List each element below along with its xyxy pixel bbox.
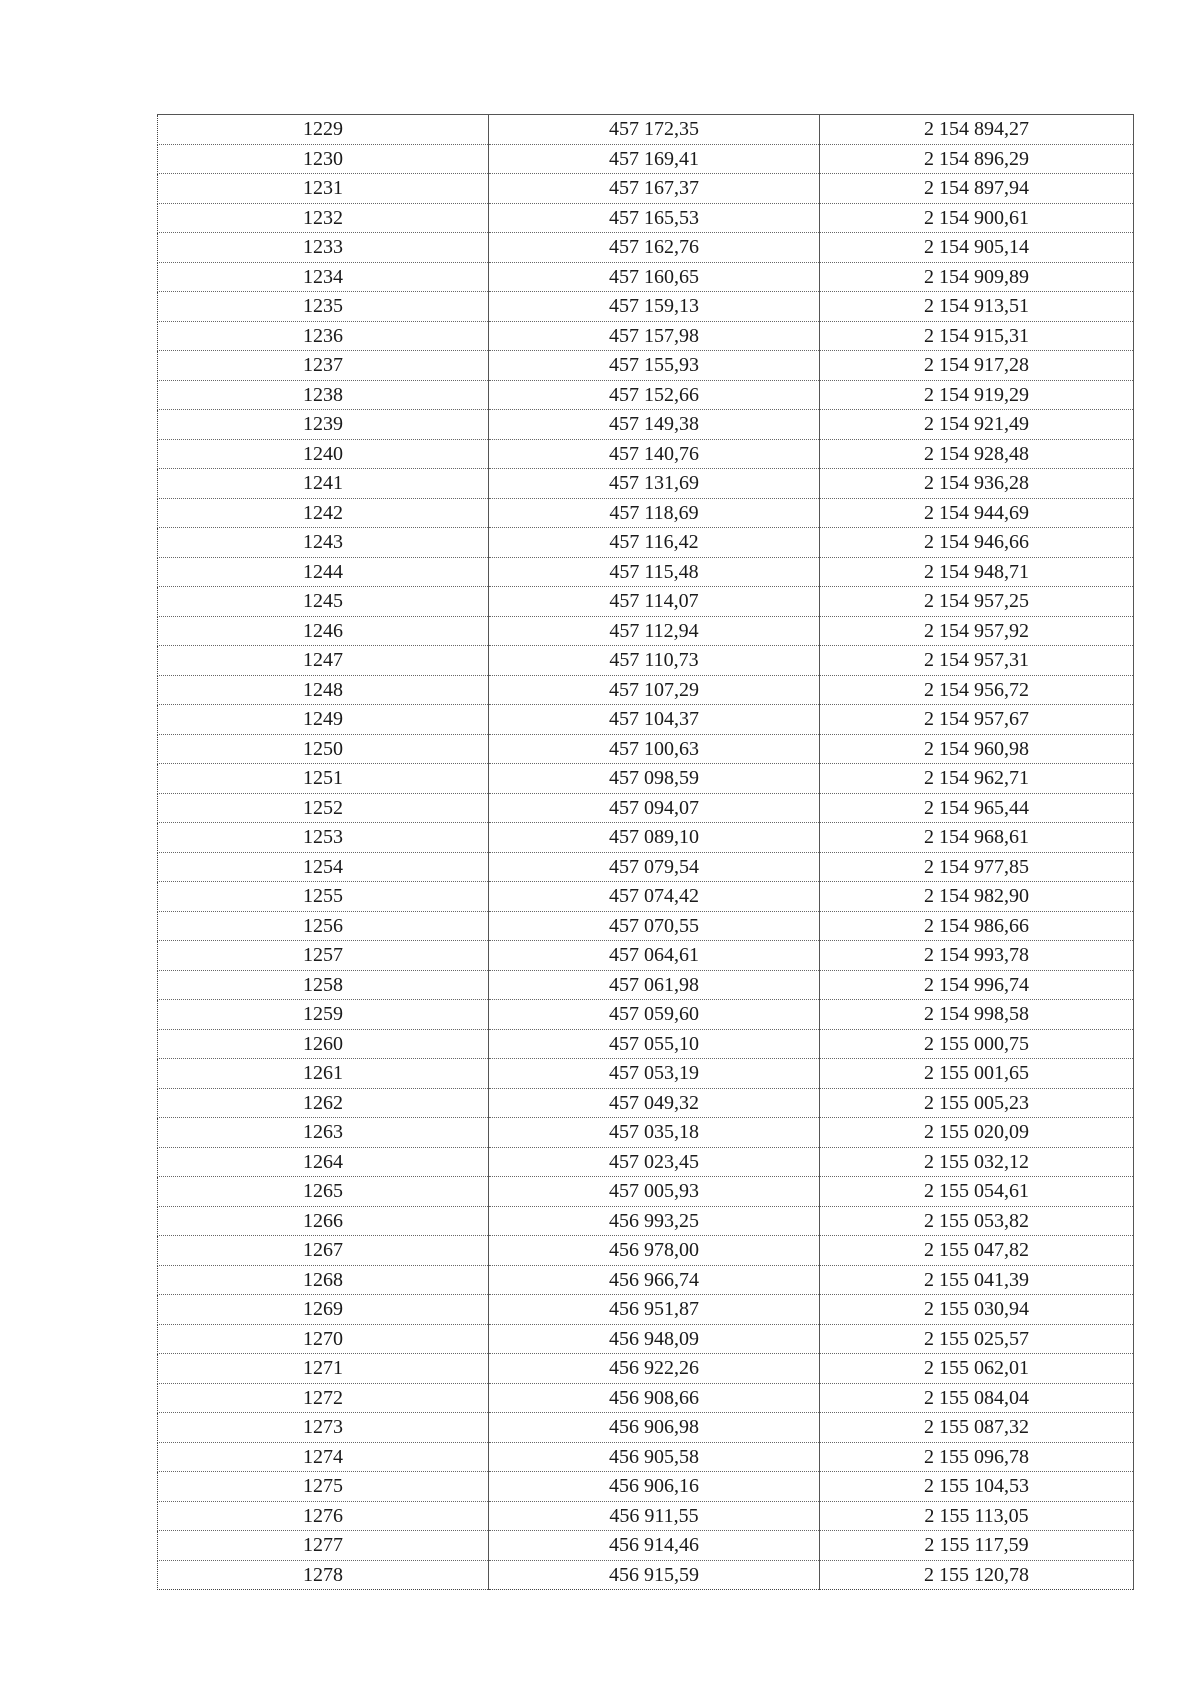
y-coordinate-cell: 2 154 946,66 (820, 528, 1134, 558)
point-number-cell: 1237 (158, 351, 489, 381)
point-number-cell: 1267 (158, 1236, 489, 1266)
y-coordinate-cell: 2 155 054,61 (820, 1177, 1134, 1207)
table-row (158, 1059, 1134, 1089)
point-number-cell: 1242 (158, 498, 489, 528)
table-row (158, 1383, 1134, 1413)
table-row (158, 1324, 1134, 1354)
x-coordinate-cell: 456 905,58 (489, 1442, 820, 1472)
x-coordinate-cell: 457 131,69 (489, 469, 820, 499)
point-number-cell: 1265 (158, 1177, 489, 1207)
x-coordinate-cell: 456 922,26 (489, 1354, 820, 1384)
y-coordinate-cell: 2 154 998,58 (820, 1000, 1134, 1030)
x-coordinate-cell: 457 116,42 (489, 528, 820, 558)
x-coordinate-cell: 457 112,94 (489, 616, 820, 646)
table-row (158, 410, 1134, 440)
x-coordinate-cell: 457 079,54 (489, 852, 820, 882)
y-coordinate-cell: 2 155 032,12 (820, 1147, 1134, 1177)
y-coordinate-cell: 2 154 921,49 (820, 410, 1134, 440)
point-number-cell: 1268 (158, 1265, 489, 1295)
y-coordinate-cell: 2 155 005,23 (820, 1088, 1134, 1118)
x-coordinate-cell: 457 167,37 (489, 174, 820, 204)
table-row (158, 970, 1134, 1000)
y-coordinate-cell: 2 155 025,57 (820, 1324, 1134, 1354)
y-coordinate-cell: 2 154 896,29 (820, 144, 1134, 174)
table-row (158, 587, 1134, 617)
table-row (158, 1531, 1134, 1561)
y-coordinate-cell: 2 154 960,98 (820, 734, 1134, 764)
x-coordinate-cell: 457 160,65 (489, 262, 820, 292)
point-number-cell: 1254 (158, 852, 489, 882)
point-number-cell: 1256 (158, 911, 489, 941)
x-coordinate-cell: 457 104,37 (489, 705, 820, 735)
table-row (158, 1118, 1134, 1148)
y-coordinate-cell: 2 154 957,67 (820, 705, 1134, 735)
x-coordinate-cell: 457 149,38 (489, 410, 820, 440)
y-coordinate-cell: 2 154 944,69 (820, 498, 1134, 528)
y-coordinate-cell: 2 154 900,61 (820, 203, 1134, 233)
x-coordinate-cell: 456 966,74 (489, 1265, 820, 1295)
x-coordinate-cell: 457 094,07 (489, 793, 820, 823)
table-row (158, 852, 1134, 882)
x-coordinate-cell: 456 978,00 (489, 1236, 820, 1266)
point-number-cell: 1246 (158, 616, 489, 646)
x-coordinate-cell: 457 070,55 (489, 911, 820, 941)
x-coordinate-cell: 456 948,09 (489, 1324, 820, 1354)
point-number-cell: 1231 (158, 174, 489, 204)
y-coordinate-cell: 2 155 000,75 (820, 1029, 1134, 1059)
x-coordinate-cell: 457 118,69 (489, 498, 820, 528)
point-number-cell: 1275 (158, 1472, 489, 1502)
table-row (158, 1029, 1134, 1059)
table-row (158, 1560, 1134, 1590)
y-coordinate-cell: 2 154 913,51 (820, 292, 1134, 322)
x-coordinate-cell: 457 152,66 (489, 380, 820, 410)
y-coordinate-cell: 2 154 948,71 (820, 557, 1134, 587)
y-coordinate-cell: 2 155 104,53 (820, 1472, 1134, 1502)
y-coordinate-cell: 2 154 957,92 (820, 616, 1134, 646)
table-row (158, 941, 1134, 971)
x-coordinate-cell: 456 906,98 (489, 1413, 820, 1443)
x-coordinate-cell: 457 098,59 (489, 764, 820, 794)
x-coordinate-cell: 457 169,41 (489, 144, 820, 174)
y-coordinate-cell: 2 154 957,31 (820, 646, 1134, 676)
x-coordinate-cell: 456 911,55 (489, 1501, 820, 1531)
table-row (158, 1265, 1134, 1295)
table-row (158, 705, 1134, 735)
y-coordinate-cell: 2 154 957,25 (820, 587, 1134, 617)
x-coordinate-cell: 457 053,19 (489, 1059, 820, 1089)
y-coordinate-cell: 2 155 087,32 (820, 1413, 1134, 1443)
table-row (158, 764, 1134, 794)
x-coordinate-cell: 457 115,48 (489, 557, 820, 587)
x-coordinate-cell: 456 951,87 (489, 1295, 820, 1325)
y-coordinate-cell: 2 154 982,90 (820, 882, 1134, 912)
y-coordinate-cell: 2 154 968,61 (820, 823, 1134, 853)
table-row (158, 616, 1134, 646)
table-row (158, 351, 1134, 381)
x-coordinate-cell: 457 157,98 (489, 321, 820, 351)
x-coordinate-cell: 457 114,07 (489, 587, 820, 617)
point-number-cell: 1270 (158, 1324, 489, 1354)
point-number-cell: 1236 (158, 321, 489, 351)
x-coordinate-cell: 457 162,76 (489, 233, 820, 263)
point-number-cell: 1274 (158, 1442, 489, 1472)
x-coordinate-cell: 457 064,61 (489, 941, 820, 971)
y-coordinate-cell: 2 154 928,48 (820, 439, 1134, 469)
x-coordinate-cell: 457 140,76 (489, 439, 820, 469)
point-number-cell: 1255 (158, 882, 489, 912)
table-row (158, 144, 1134, 174)
x-coordinate-cell: 457 023,45 (489, 1147, 820, 1177)
point-number-cell: 1259 (158, 1000, 489, 1030)
table-row (158, 557, 1134, 587)
point-number-cell: 1276 (158, 1501, 489, 1531)
x-coordinate-cell: 457 005,93 (489, 1177, 820, 1207)
y-coordinate-cell: 2 154 894,27 (820, 115, 1134, 145)
table-row (158, 1177, 1134, 1207)
point-number-cell: 1266 (158, 1206, 489, 1236)
y-coordinate-cell: 2 154 996,74 (820, 970, 1134, 1000)
y-coordinate-cell: 2 155 062,01 (820, 1354, 1134, 1384)
y-coordinate-cell: 2 155 020,09 (820, 1118, 1134, 1148)
x-coordinate-cell: 457 107,29 (489, 675, 820, 705)
table-row (158, 1413, 1134, 1443)
y-coordinate-cell: 2 154 917,28 (820, 351, 1134, 381)
coordinates-table-body (158, 115, 1134, 1590)
point-number-cell: 1261 (158, 1059, 489, 1089)
y-coordinate-cell: 2 154 909,89 (820, 262, 1134, 292)
y-coordinate-cell: 2 155 113,05 (820, 1501, 1134, 1531)
table-row (158, 823, 1134, 853)
x-coordinate-cell: 456 906,16 (489, 1472, 820, 1502)
table-row (158, 1088, 1134, 1118)
x-coordinate-cell: 456 915,59 (489, 1560, 820, 1590)
point-number-cell: 1271 (158, 1354, 489, 1384)
table-row (158, 1147, 1134, 1177)
table-row (158, 262, 1134, 292)
table-row (158, 1472, 1134, 1502)
point-number-cell: 1250 (158, 734, 489, 764)
table-row (158, 1295, 1134, 1325)
table-row (158, 174, 1134, 204)
point-number-cell: 1245 (158, 587, 489, 617)
x-coordinate-cell: 456 993,25 (489, 1206, 820, 1236)
x-coordinate-cell: 457 061,98 (489, 970, 820, 1000)
table-row (158, 734, 1134, 764)
x-coordinate-cell: 457 035,18 (489, 1118, 820, 1148)
point-number-cell: 1277 (158, 1531, 489, 1561)
table-row (158, 793, 1134, 823)
point-number-cell: 1233 (158, 233, 489, 263)
point-number-cell: 1235 (158, 292, 489, 322)
x-coordinate-cell: 456 914,46 (489, 1531, 820, 1561)
x-coordinate-cell: 457 100,63 (489, 734, 820, 764)
table-row (158, 911, 1134, 941)
point-number-cell: 1252 (158, 793, 489, 823)
x-coordinate-cell: 457 110,73 (489, 646, 820, 676)
table-row (158, 115, 1134, 145)
table-row (158, 203, 1134, 233)
point-number-cell: 1253 (158, 823, 489, 853)
x-coordinate-cell: 457 155,93 (489, 351, 820, 381)
table-row (158, 321, 1134, 351)
y-coordinate-cell: 2 155 096,78 (820, 1442, 1134, 1472)
y-coordinate-cell: 2 155 041,39 (820, 1265, 1134, 1295)
x-coordinate-cell: 457 074,42 (489, 882, 820, 912)
point-number-cell: 1232 (158, 203, 489, 233)
point-number-cell: 1278 (158, 1560, 489, 1590)
y-coordinate-cell: 2 154 986,66 (820, 911, 1134, 941)
x-coordinate-cell: 457 089,10 (489, 823, 820, 853)
point-number-cell: 1247 (158, 646, 489, 676)
x-coordinate-cell: 457 059,60 (489, 1000, 820, 1030)
coordinates-table (157, 114, 1134, 1590)
point-number-cell: 1248 (158, 675, 489, 705)
table-row (158, 1501, 1134, 1531)
y-coordinate-cell: 2 155 117,59 (820, 1531, 1134, 1561)
point-number-cell: 1251 (158, 764, 489, 794)
point-number-cell: 1258 (158, 970, 489, 1000)
x-coordinate-cell: 457 049,32 (489, 1088, 820, 1118)
x-coordinate-cell: 457 172,35 (489, 115, 820, 145)
y-coordinate-cell: 2 154 919,29 (820, 380, 1134, 410)
table-row (158, 1442, 1134, 1472)
table-row (158, 528, 1134, 558)
point-number-cell: 1243 (158, 528, 489, 558)
point-number-cell: 1239 (158, 410, 489, 440)
table-row (158, 498, 1134, 528)
y-coordinate-cell: 2 154 956,72 (820, 675, 1134, 705)
y-coordinate-cell: 2 154 993,78 (820, 941, 1134, 971)
point-number-cell: 1273 (158, 1413, 489, 1443)
y-coordinate-cell: 2 155 001,65 (820, 1059, 1134, 1089)
point-number-cell: 1230 (158, 144, 489, 174)
x-coordinate-cell: 457 055,10 (489, 1029, 820, 1059)
point-number-cell: 1238 (158, 380, 489, 410)
table-row (158, 1206, 1134, 1236)
table-row (158, 469, 1134, 499)
y-coordinate-cell: 2 154 915,31 (820, 321, 1134, 351)
table-row (158, 646, 1134, 676)
point-number-cell: 1244 (158, 557, 489, 587)
y-coordinate-cell: 2 155 084,04 (820, 1383, 1134, 1413)
point-number-cell: 1262 (158, 1088, 489, 1118)
point-number-cell: 1264 (158, 1147, 489, 1177)
y-coordinate-cell: 2 155 120,78 (820, 1560, 1134, 1590)
table-row (158, 292, 1134, 322)
point-number-cell: 1257 (158, 941, 489, 971)
table-row (158, 380, 1134, 410)
table-row (158, 233, 1134, 263)
y-coordinate-cell: 2 154 965,44 (820, 793, 1134, 823)
y-coordinate-cell: 2 154 936,28 (820, 469, 1134, 499)
table-row (158, 439, 1134, 469)
x-coordinate-cell: 456 908,66 (489, 1383, 820, 1413)
y-coordinate-cell: 2 154 897,94 (820, 174, 1134, 204)
table-row (158, 1000, 1134, 1030)
y-coordinate-cell: 2 154 962,71 (820, 764, 1134, 794)
point-number-cell: 1263 (158, 1118, 489, 1148)
y-coordinate-cell: 2 154 977,85 (820, 852, 1134, 882)
point-number-cell: 1234 (158, 262, 489, 292)
point-number-cell: 1240 (158, 439, 489, 469)
point-number-cell: 1241 (158, 469, 489, 499)
x-coordinate-cell: 457 159,13 (489, 292, 820, 322)
table-row (158, 1354, 1134, 1384)
point-number-cell: 1269 (158, 1295, 489, 1325)
point-number-cell: 1229 (158, 115, 489, 145)
y-coordinate-cell: 2 155 047,82 (820, 1236, 1134, 1266)
point-number-cell: 1272 (158, 1383, 489, 1413)
y-coordinate-cell: 2 155 053,82 (820, 1206, 1134, 1236)
table-row (158, 675, 1134, 705)
point-number-cell: 1260 (158, 1029, 489, 1059)
y-coordinate-cell: 2 154 905,14 (820, 233, 1134, 263)
x-coordinate-cell: 457 165,53 (489, 203, 820, 233)
table-row (158, 1236, 1134, 1266)
point-number-cell: 1249 (158, 705, 489, 735)
table-row (158, 882, 1134, 912)
y-coordinate-cell: 2 155 030,94 (820, 1295, 1134, 1325)
